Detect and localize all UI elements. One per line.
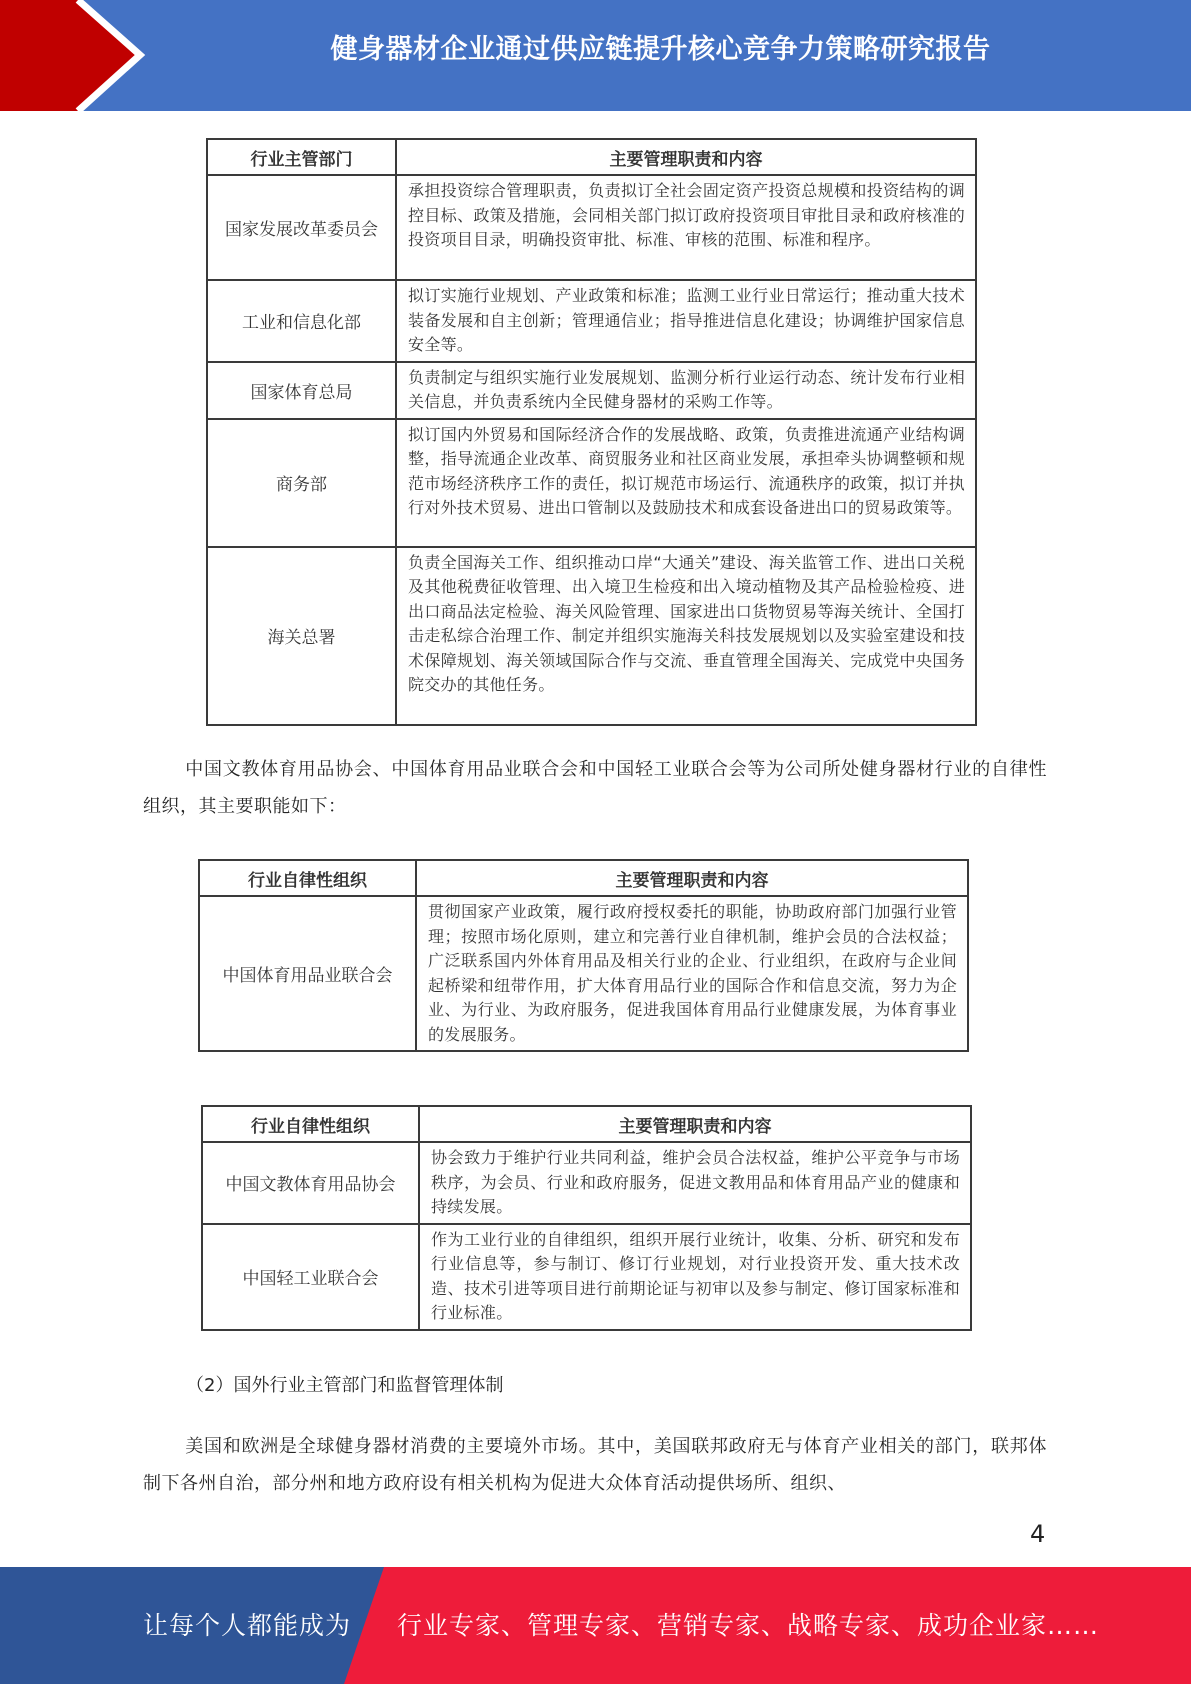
body-paragraph [143,751,1047,825]
organization-cell: 中国体育用品业联合会 [199,896,416,1051]
table-header-row [207,139,976,175]
footer-slogan-right: 行业专家、管理专家、营销专家、战略专家、成功企业家…… [397,1611,1100,1640]
department-cell: 商务部 [207,419,396,547]
organization-cell: 中国轻工业联合会 [202,1224,419,1330]
report-title: 健身器材企业通过供应链提升核心竞争力策略研究报告 [330,34,991,65]
section-subheading: （2）国外行业主管部门和监督管理体制 [186,1375,504,1396]
department-cell: 国家体育总局 [207,362,396,419]
self-regulatory-table-2 [201,1105,972,1331]
footer-slogan-left: 让每个人都能成为 [143,1611,352,1640]
department-cell: 海关总署 [207,547,396,725]
paragraph-text: 中国文教体育用品协会、中国体育用品业联合会和中国轻工业联合会等为公司所处健身器材行业的自律性组织，其主要职能如下： [143,759,1047,817]
duty-cell: 拟订国内外贸易和国际经济合作的发展战略、政策，负责推进流通产业结构调整，指导流通企业改革、商贸服务业和社区商业发展，承担牵头协调整顿和规范市场经济秩序工作的责任，拟订规范市场运行、流通秩序的政策，拟订并执行对外技术贸易、进出口管制以及鼓励技术和成套设备进出口的贸易政策等。 [396,419,976,547]
page-number: 4 [1030,1520,1046,1548]
table-row [207,175,976,280]
duty-cell: 承担投资综合管理职责，负责拟订全社会固定资产投资总规模和投资结构的调控目标、政策及措施，会同相关部门拟订政府投资项目审批目录和政府核准的投资项目目录，明确投资审批、标准、审核的范围、标准和程序。 [396,175,976,280]
duty-cell: 负责全国海关工作、组织推动口岸“大通关”建设、海关监管工作、进出口关税及其他税费征收管理、出入境卫生检疫和出入境动植物及其产品检验检疫、进出口商品法定检验、海关风险管理、国家进出口货物贸易等海关统计、全国打击走私综合治理工作、制定并组织实施海关科技发展规划以及实验室建设和技术保障规划、海关领域国际合作与交流、垂直管理全国海关、完成党中央国务院交办的其他任务。 [396,547,976,725]
column-header: 行业自律性组织 [199,860,416,896]
table-row [207,280,976,362]
body-paragraph [143,1428,1047,1502]
department-cell: 国家发展改革委员会 [207,175,396,280]
table-row [199,896,968,1051]
table-header-row [202,1106,971,1142]
table-row [207,362,976,419]
page-header [0,0,1191,111]
paragraph-text: 美国和欧洲是全球健身器材消费的主要境外市场。其中，美国联邦政府无与体育产业相关的部门，联邦体制下各州自治，部分州和地方政府设有相关机构为促进大众体育活动提供场所、组织、 [143,1436,1047,1494]
department-cell: 工业和信息化部 [207,280,396,362]
duty-cell: 作为工业行业的自律组织，组织开展行业统计，收集、分析、研究和发布行业信息等，参与制订、修订行业规划，对行业投资开发、重大技术改造、技术引进等项目进行前期论证与初审以及参与制定、修订国家标准和行业标准。 [419,1224,971,1330]
page-footer [0,1567,1191,1684]
column-header: 行业主管部门 [207,139,396,175]
table-row [202,1142,971,1224]
duty-cell: 贯彻国家产业政策，履行政府授权委托的职能，协助政府部门加强行业管理；按照市场化原则，建立和完善行业自律机制，维护会员的合法权益；广泛联系国内外体育用品及相关行业的企业、行业组织，在政府与企业间起桥梁和纽带作用，扩大体育用品行业的国际合作和信息交流，努力为企业、为行业、为政府服务，促进我国体育用品行业健康发展，为体育事业的发展服务。 [416,896,968,1051]
table-row [202,1224,971,1330]
column-header: 主要管理职责和内容 [419,1106,971,1142]
regulator-table [206,138,977,726]
duty-cell: 协会致力于维护行业共同利益，维护会员合法权益，维护公平竞争与市场秩序，为会员、行业和政府服务，促进文教用品和体育用品产业的健康和持续发展。 [419,1142,971,1224]
column-header: 行业自律性组织 [202,1106,419,1142]
table-row [207,547,976,725]
self-regulatory-table [198,859,969,1052]
duty-cell: 负责制定与组织实施行业发展规划、监测分析行业运行动态、统计发布行业相关信息，并负责系统内全民健身器材的采购工作等。 [396,362,976,419]
organization-cell: 中国文教体育用品协会 [202,1142,419,1224]
duty-cell: 拟订实施行业规划、产业政策和标准；监测工业行业日常运行；推动重大技术装备发展和自主创新；管理通信业；指导推进信息化建设；协调维护国家信息安全等。 [396,280,976,362]
table-row [207,419,976,547]
table-header-row [199,860,968,896]
column-header: 主要管理职责和内容 [396,139,976,175]
column-header: 主要管理职责和内容 [416,860,968,896]
